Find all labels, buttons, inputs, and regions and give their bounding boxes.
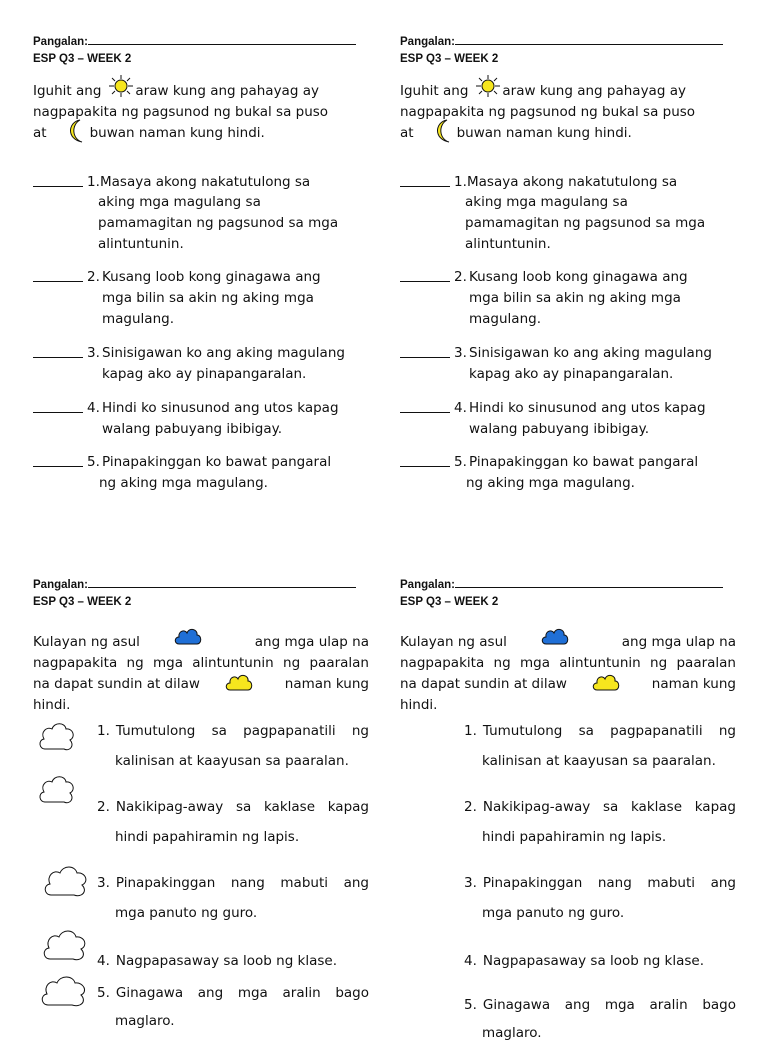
list-item <box>97 875 369 921</box>
moon-icon <box>63 117 87 145</box>
list-item <box>464 799 736 845</box>
subject-label: ESP Q3 – WEEK 2 <box>33 53 132 65</box>
item-number: 1. <box>87 174 100 190</box>
list-item <box>464 875 736 921</box>
item-text: mga panuto ng guro. <box>482 905 625 921</box>
item-text: magulang. <box>469 311 541 327</box>
item-number: 3. <box>464 875 477 891</box>
instructions <box>33 632 369 716</box>
subject-label: ESP Q3 – WEEK 2 <box>400 596 499 608</box>
instr-text: hindi. <box>400 697 438 713</box>
list-item <box>97 799 369 845</box>
item-text: pamamagitan ng pagsunod sa mga <box>98 215 339 231</box>
blue-cloud-icon <box>173 626 203 650</box>
item-text: Pinapakinggan nang mabuti ang <box>115 875 369 891</box>
name-line <box>400 577 723 591</box>
cloud-answer-icon[interactable] <box>37 719 77 755</box>
list-item <box>400 452 736 496</box>
item-text: walang pabuyang ibibigay. <box>102 421 282 437</box>
item-text: alintuntunin. <box>98 236 184 252</box>
answer-blank[interactable] <box>33 343 83 358</box>
item-text: mga bilin sa akin ng aking mga <box>469 290 681 306</box>
blue-cloud-icon <box>540 626 570 650</box>
list-item <box>464 723 736 769</box>
instr-text: naman kung <box>651 676 736 692</box>
item-text: aking mga magulang sa <box>98 194 261 210</box>
instr-text: at <box>400 125 414 141</box>
instr-text: araw kung ang pahayag ay <box>502 83 686 99</box>
list-item <box>464 997 736 1041</box>
name-label: Pangalan: <box>33 36 88 48</box>
item-text: ng aking mga magulang. <box>466 475 635 491</box>
instr-text: ang mga ulap na <box>621 634 736 650</box>
item-number: 5. <box>454 454 467 470</box>
item-text: Sinisigawan ko ang aking magulang <box>102 345 345 361</box>
list-item <box>400 398 736 442</box>
item-text: Nakikipag-away sa kaklase kapag <box>482 799 736 815</box>
item-number: 3. <box>87 345 100 361</box>
item-text: Tumutulong sa pagpapanatili ng <box>115 723 369 739</box>
instr-text: na dapat sundin at dilaw <box>33 676 200 692</box>
instructions <box>400 632 736 716</box>
name-line <box>33 34 356 48</box>
item-number: 1. <box>454 174 467 190</box>
instr-text: hindi. <box>33 697 71 713</box>
item-text: Tumutulong sa pagpapanatili ng <box>482 723 736 739</box>
item-text: hindi papahiramin ng lapis. <box>115 829 300 845</box>
subject-label: ESP Q3 – WEEK 2 <box>33 596 132 608</box>
name-blank <box>455 34 723 45</box>
item-number: 3. <box>454 345 467 361</box>
list-item <box>33 343 369 387</box>
item-text: ng aking mga magulang. <box>99 475 268 491</box>
item-text: aking mga magulang sa <box>465 194 628 210</box>
item-text: mga bilin sa akin ng aking mga <box>102 290 314 306</box>
name-blank <box>455 577 723 588</box>
name-label: Pangalan: <box>400 579 455 591</box>
item-text: alintuntunin. <box>465 236 551 252</box>
item-number: 4. <box>97 953 110 969</box>
instr-text: ang mga ulap na <box>254 634 369 650</box>
answer-blank[interactable] <box>400 398 450 413</box>
item-text: maglaro. <box>482 1025 542 1041</box>
list-item <box>97 985 369 1029</box>
name-label: Pangalan: <box>33 579 88 591</box>
item-number: 2. <box>464 799 477 815</box>
item-text: kapag ako ay pinapangaralan. <box>102 366 307 382</box>
answer-blank[interactable] <box>33 452 83 467</box>
name-label: Pangalan: <box>400 36 455 48</box>
item-text: maglaro. <box>115 1013 175 1029</box>
item-text: Kusang loob kong ginagawa ang <box>469 269 688 285</box>
yellow-cloud-icon <box>224 672 254 696</box>
instr-text: naman kung <box>284 676 369 692</box>
list-item <box>400 343 736 387</box>
item-number: 2. <box>454 269 467 285</box>
sun-icon <box>106 73 136 99</box>
instr-text: buwan naman kung hindi. <box>89 125 265 141</box>
item-text: Masaya akong nakatutulong sa <box>467 174 678 190</box>
instr-text: at <box>33 125 47 141</box>
name-blank <box>88 577 356 588</box>
instr-text <box>400 653 736 674</box>
instr-text: nagpapakita ng pagsunod ng bukal sa puso <box>400 104 696 120</box>
item-number: 4. <box>464 953 477 969</box>
item-text: Ginagawa ang mga aralin bago <box>482 997 736 1013</box>
cloud-answer-icon[interactable] <box>41 927 89 965</box>
cloud-answer-icon[interactable] <box>39 973 89 1011</box>
item-text: Kusang loob kong ginagawa ang <box>102 269 321 285</box>
worksheet-bottom-left <box>33 577 369 1029</box>
sun-icon <box>473 73 503 99</box>
worksheet-bottom-right <box>400 577 736 1041</box>
list-item <box>97 953 369 969</box>
instr-text <box>33 653 369 674</box>
cloud-answer-icon[interactable] <box>37 772 77 808</box>
instructions <box>33 81 328 144</box>
yellow-cloud-icon <box>591 672 621 696</box>
instructions <box>400 81 695 144</box>
item-number: 4. <box>87 400 100 416</box>
item-text: kapag ako ay pinapangaralan. <box>469 366 674 382</box>
item-number: 5. <box>87 454 100 470</box>
list-item <box>33 452 369 496</box>
instr-text: buwan naman kung hindi. <box>456 125 632 141</box>
item-text: Nagpapasaway sa loob ng klase. <box>482 953 705 969</box>
instr-text: nagpapakita ng mga alintuntunin ng paaralan <box>33 655 369 671</box>
list-item <box>33 267 369 333</box>
item-text: Sinisigawan ko ang aking magulang <box>469 345 712 361</box>
item-text: Masaya akong nakatutulong sa <box>100 174 311 190</box>
item-number: 4. <box>454 400 467 416</box>
list-item <box>400 267 736 333</box>
instr-text: Iguhit ang <box>33 83 102 99</box>
answer-blank[interactable] <box>33 267 83 282</box>
item-number: 5. <box>97 985 110 1001</box>
answer-blank[interactable] <box>33 172 83 187</box>
instr-text: na dapat sundin at dilaw <box>400 676 567 692</box>
answer-blank[interactable] <box>400 267 450 282</box>
answer-blank[interactable] <box>400 172 450 187</box>
instr-text: Iguhit ang <box>400 83 469 99</box>
answer-blank[interactable] <box>400 343 450 358</box>
list-item <box>33 172 369 258</box>
item-text: magulang. <box>102 311 174 327</box>
item-text: pamamagitan ng pagsunod sa mga <box>465 215 706 231</box>
item-text: Pinapakinggan nang mabuti ang <box>482 875 736 891</box>
item-text: Hindi ko sinusunod ang utos kapag <box>102 400 339 416</box>
item-text: Ginagawa ang mga aralin bago <box>115 985 369 1001</box>
answer-blank[interactable] <box>400 452 450 467</box>
list-item <box>33 398 369 442</box>
item-text: kalinisan at kaayusan sa paaralan. <box>115 753 349 769</box>
instr-text: Kulayan ng asul <box>33 634 140 650</box>
answer-blank[interactable] <box>33 398 83 413</box>
instr-text: nagpapakita ng pagsunod ng bukal sa puso <box>33 104 329 120</box>
instr-text: Kulayan ng asul <box>400 634 507 650</box>
item-text: Nagpapasaway sa loob ng klase. <box>115 953 338 969</box>
item-number: 1. <box>464 723 477 739</box>
moon-icon <box>430 117 454 145</box>
item-text: kalinisan at kaayusan sa paaralan. <box>482 753 716 769</box>
list-item <box>97 723 369 769</box>
list-item <box>400 172 736 258</box>
item-text: Pinapakinggan ko bawat pangaral <box>469 454 699 470</box>
name-line <box>400 34 723 48</box>
item-text: Pinapakinggan ko bawat pangaral <box>102 454 332 470</box>
item-text: Nakikipag-away sa kaklase kapag <box>115 799 369 815</box>
item-number: 5. <box>464 997 477 1013</box>
cloud-answer-icon[interactable] <box>42 863 90 901</box>
name-line <box>33 577 356 591</box>
item-text: walang pabuyang ibibigay. <box>469 421 649 437</box>
instr-text: nagpapakita ng mga alintuntunin ng paaralan <box>400 655 736 671</box>
item-number: 3. <box>97 875 110 891</box>
list-item <box>464 953 736 969</box>
name-blank <box>88 34 356 45</box>
item-text: mga panuto ng guro. <box>115 905 258 921</box>
item-text: Hindi ko sinusunod ang utos kapag <box>469 400 706 416</box>
subject-label: ESP Q3 – WEEK 2 <box>400 53 499 65</box>
item-text: hindi papahiramin ng lapis. <box>482 829 667 845</box>
item-number: 2. <box>87 269 100 285</box>
item-number: 2. <box>97 799 110 815</box>
item-number: 1. <box>97 723 110 739</box>
instr-text: araw kung ang pahayag ay <box>135 83 319 99</box>
